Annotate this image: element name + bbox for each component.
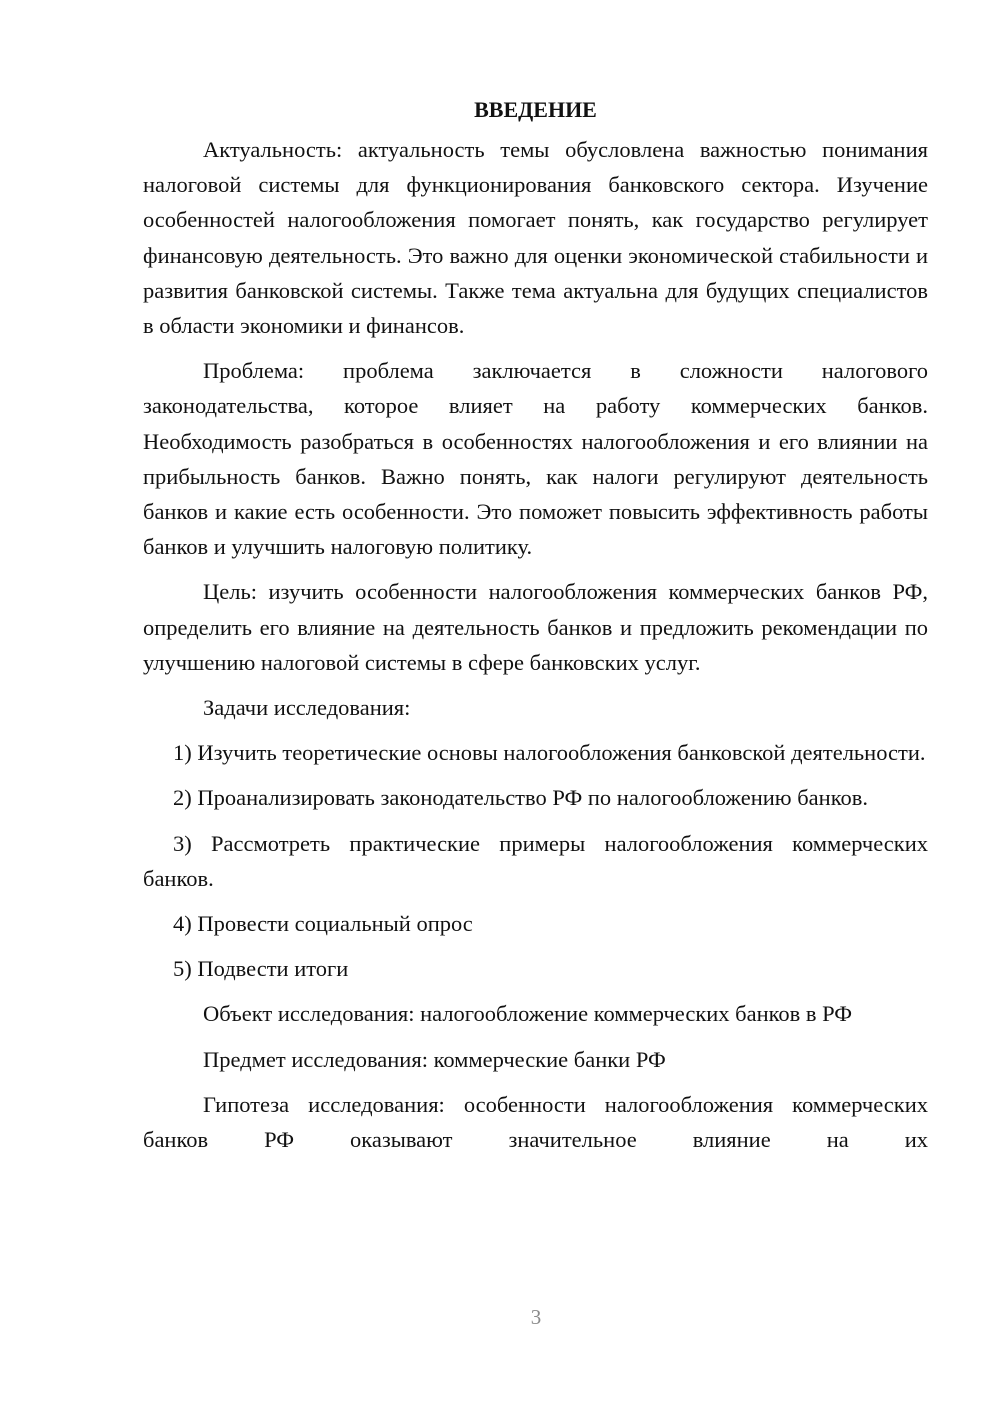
page-title: ВВЕДЕНИЕ	[474, 97, 597, 122]
research-hypothesis: Гипотеза исследования: особенности налогообложения коммерческих банков РФ оказывают значительное влияние на их	[143, 1091, 928, 1153]
task-item: 3) Рассмотреть практические примеры налогообложения коммерческих банков.	[143, 830, 928, 891]
goal-paragraph: Цель: изучить особенности налогообложения коммерческих банков РФ, определить его влияние на деятельность банков и предложить рекомендации по улучшению налоговой системы в сфере банковских услуг.	[143, 579, 928, 675]
document-page	[143, 92, 928, 1167]
research-object: Объект исследования: налогообложение коммерческих банков в РФ	[203, 1001, 853, 1027]
research-subject: Предмет исследования: коммерческие банки РФ	[203, 1046, 666, 1072]
tasks-heading: Задачи исследования:	[203, 695, 411, 721]
problem-paragraph: Проблема: проблема заключается в сложности налогового законодательства, которое влияет на работу коммерческих банков. Необходимость разобраться в особенностях налогообложения и его влиянии на прибыльность банков. Важно понять, как налоги регулируют деятельность банков и какие есть особенности. Это поможет повысить эффективность работы банков и улучшить налоговую политику.	[143, 358, 928, 560]
relevance-paragraph: Актуальность: актуальность темы обусловлена важностью понимания налоговой системы для функционирования банковского сектора. Изучение особенностей налогообложения помогает понять, как государство регулирует финансовую деятельность. Это важно для оценки экономической стабильности и развития банковской системы. Также тема актуальна для будущих специалистов в области экономики и финансов.	[143, 137, 928, 339]
task-item: 5) Подвести итоги	[173, 956, 349, 982]
task-item: 2) Проанализировать законодательство РФ по налогообложению банков.	[173, 785, 868, 811]
task-item: 1) Изучить теоретические основы налогообложения банковской деятельности.	[173, 740, 926, 766]
page-number: 3	[530, 1305, 542, 1329]
task-item: 4) Провести социальный опрос	[173, 911, 473, 937]
tasks-list	[143, 735, 928, 986]
